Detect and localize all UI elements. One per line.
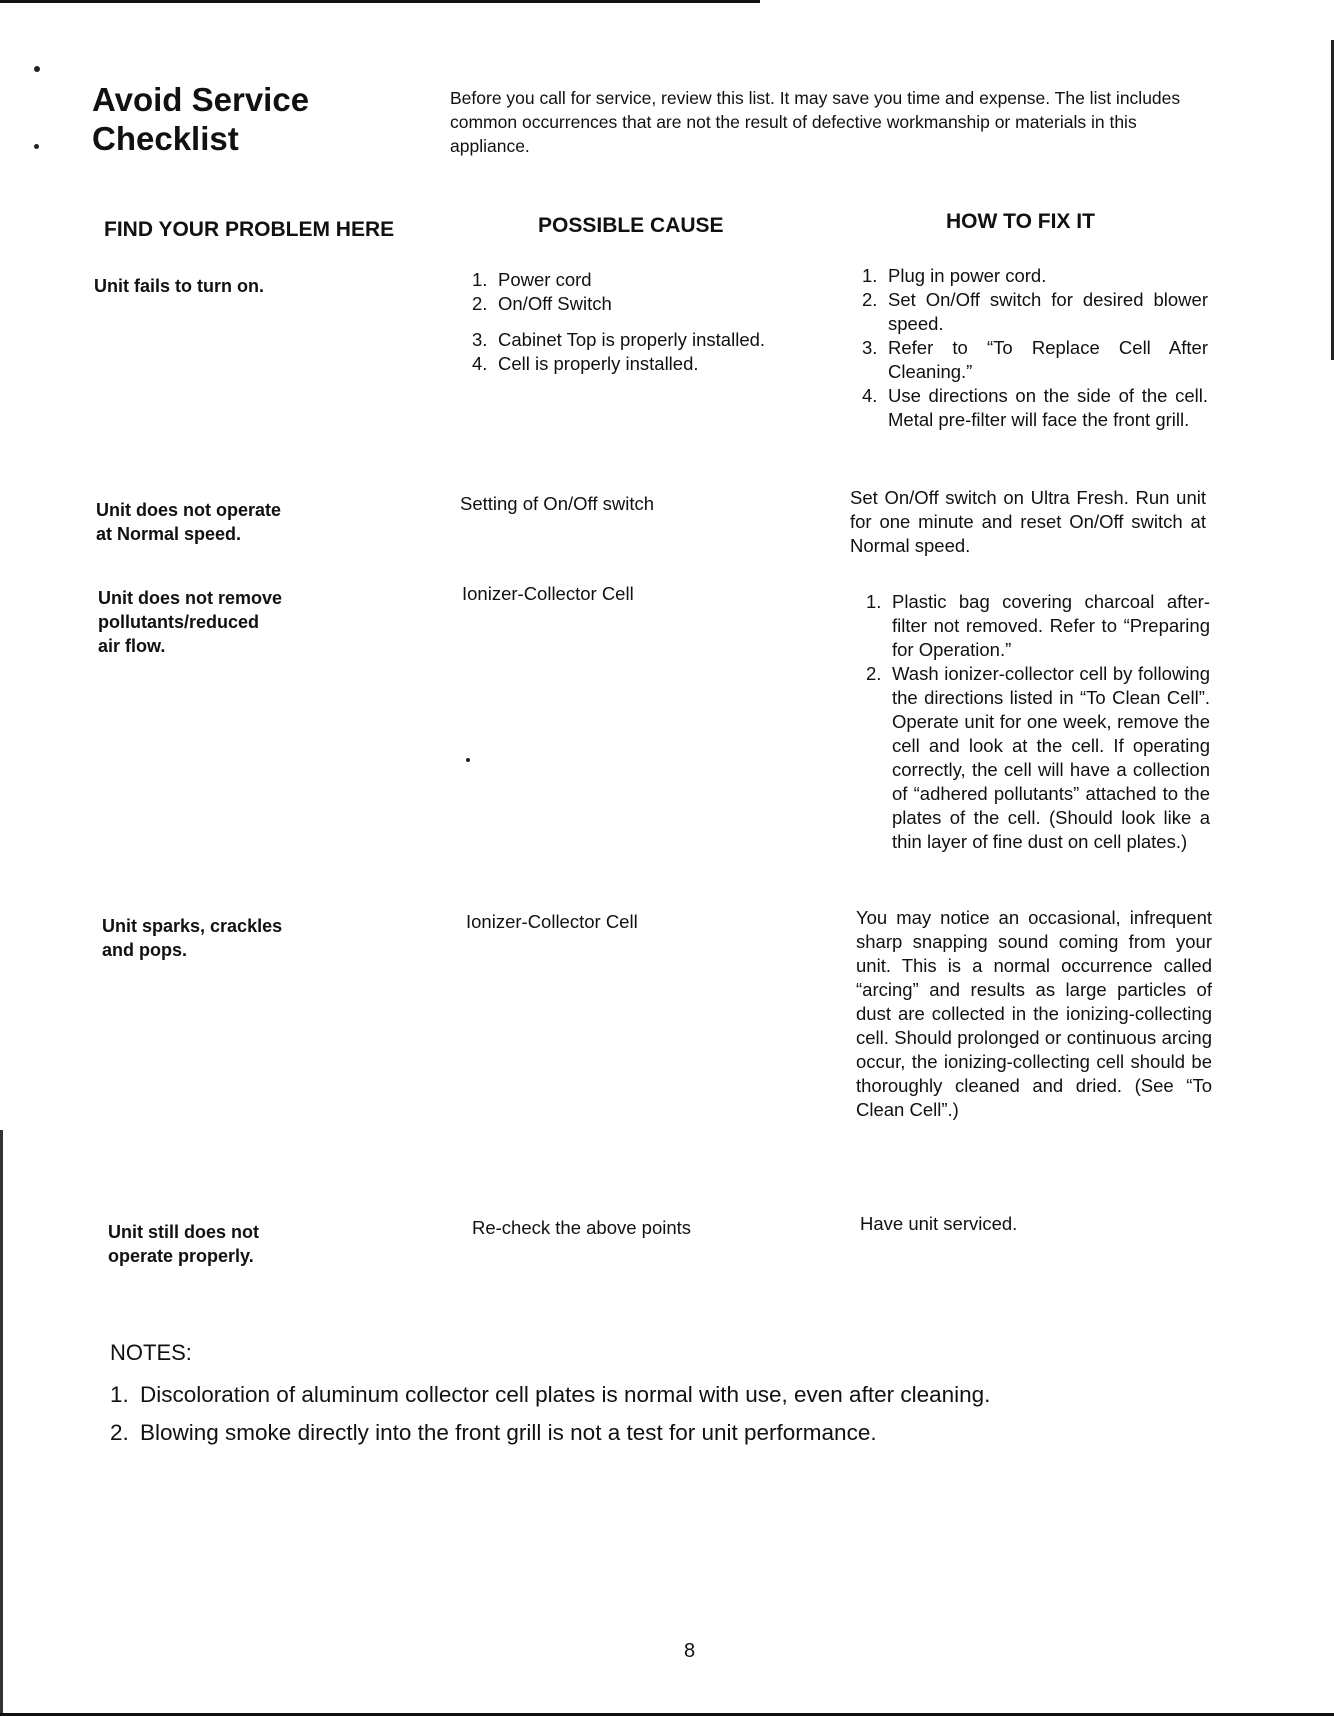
- notes-label: NOTES:: [110, 1340, 192, 1365]
- cause-text: Setting of On/Off switch: [460, 493, 654, 514]
- item-number: 3.: [472, 329, 488, 350]
- page-title: [92, 80, 309, 158]
- item-text: Discoloration of aluminum collector cell plates is normal with use, even after cleaning.: [140, 1382, 991, 1407]
- item-number: 3.: [862, 337, 878, 358]
- title-line-2: Checklist: [92, 120, 239, 157]
- header-how-to-fix: HOW TO FIX IT: [946, 210, 1095, 233]
- cause-list: [472, 268, 772, 376]
- fix-list: [862, 264, 1208, 432]
- item-number: 1.: [110, 1382, 129, 1407]
- cause-text: Re-check the above points: [472, 1217, 692, 1238]
- cause-text: Ionizer-Collector Cell: [462, 583, 634, 604]
- problem-text: Unit still does not operate properly.: [108, 1222, 259, 1266]
- list-item: [862, 288, 1208, 336]
- item-text: On/Off Switch: [498, 293, 612, 314]
- top-border: [0, 0, 760, 3]
- fix-text: You may notice an occasional, infrequent sharp snapping sound coming from your unit. This is a normal occurrence called “arcing” and results as large particles of dust are collected in the ionizing-collecting cell. Should prolonged or continuous arcing occur, the ionizing-collecting cell should be thoroughly cleaned and dried. (See “To Clean Cell”.): [856, 907, 1212, 1120]
- header-find-problem: FIND YOUR PROBLEM HERE: [104, 218, 395, 241]
- item-number: 2.: [862, 289, 878, 310]
- fix-text: Have unit serviced.: [860, 1213, 1018, 1234]
- item-number: 1.: [862, 265, 878, 286]
- item-text: Set On/Off switch for desired blower speed.: [888, 289, 1208, 334]
- item-number: 4.: [862, 385, 878, 406]
- header-possible-cause: POSSIBLE CAUSE: [538, 214, 724, 237]
- fix-list: [866, 590, 1210, 854]
- title-line-1: Avoid Service: [92, 81, 310, 118]
- item-text: Blowing smoke directly into the front grill is not a test for unit performance.: [140, 1420, 877, 1445]
- left-border: [0, 1130, 3, 1716]
- list-item: [866, 662, 1210, 854]
- fix-text: Set On/Off switch on Ultra Fresh. Run unit for one minute and reset On/Off switch at Normal speed.: [850, 487, 1206, 556]
- problem-text: Unit does not remove pollutants/reduced air flow.: [98, 588, 283, 656]
- list-item: [866, 590, 1210, 662]
- item-number: 1.: [866, 591, 882, 612]
- list-item: [472, 268, 772, 292]
- list-item: [472, 292, 772, 316]
- cause-text: Ionizer-Collector Cell: [466, 911, 638, 932]
- item-text: Power cord: [498, 269, 592, 290]
- problem-text: Unit fails to turn on.: [94, 276, 264, 296]
- item-number: 2.: [472, 293, 488, 314]
- item-number: 4.: [472, 353, 488, 374]
- item-number: 2.: [110, 1420, 129, 1445]
- intro-paragraph: Before you call for service, review this list. It may save you time and expense. The list includes common occurrences that are not the result of defective workmanship or materials in this appliance.: [450, 88, 1181, 156]
- list-item: [862, 384, 1208, 432]
- problem-text: Unit sparks, crackles and pops.: [102, 916, 283, 960]
- item-number: 2.: [866, 663, 882, 684]
- scan-speck: [34, 66, 40, 72]
- scan-speck: [466, 758, 470, 762]
- list-item: [862, 336, 1208, 384]
- problem-text: Unit does not operate at Normal speed.: [96, 500, 282, 544]
- item-text: Cell is properly installed.: [498, 353, 699, 374]
- notes-list: [110, 1376, 1110, 1452]
- item-text: Plug in power cord.: [888, 265, 1047, 286]
- list-item: [472, 352, 772, 376]
- page-number: 8: [684, 1640, 696, 1662]
- item-number: 1.: [472, 269, 488, 290]
- note-item: [110, 1414, 1110, 1452]
- item-text: Plastic bag covering charcoal after-filter not removed. Refer to “Preparing for Operation.”: [892, 591, 1210, 660]
- scan-speck: [34, 144, 39, 149]
- note-item: [110, 1376, 1110, 1414]
- item-text: Refer to “To Replace Cell After Cleaning.”: [888, 337, 1208, 382]
- item-text: Use directions on the side of the cell. Metal pre-filter will face the front grill.: [888, 385, 1208, 430]
- item-text: Cabinet Top is properly installed.: [498, 329, 766, 350]
- item-text: Wash ionizer-collector cell by following the directions listed in “To Clean Cell”. Operate unit for one week, remove the cell and look at the cell. If operating correctly, the cell will have a collection of “adhered pollutants” attached to the plates of the cell. (Should look like a thin layer of fine dust on cell plates.): [892, 663, 1210, 852]
- list-item: [472, 328, 772, 352]
- list-item: [862, 264, 1208, 288]
